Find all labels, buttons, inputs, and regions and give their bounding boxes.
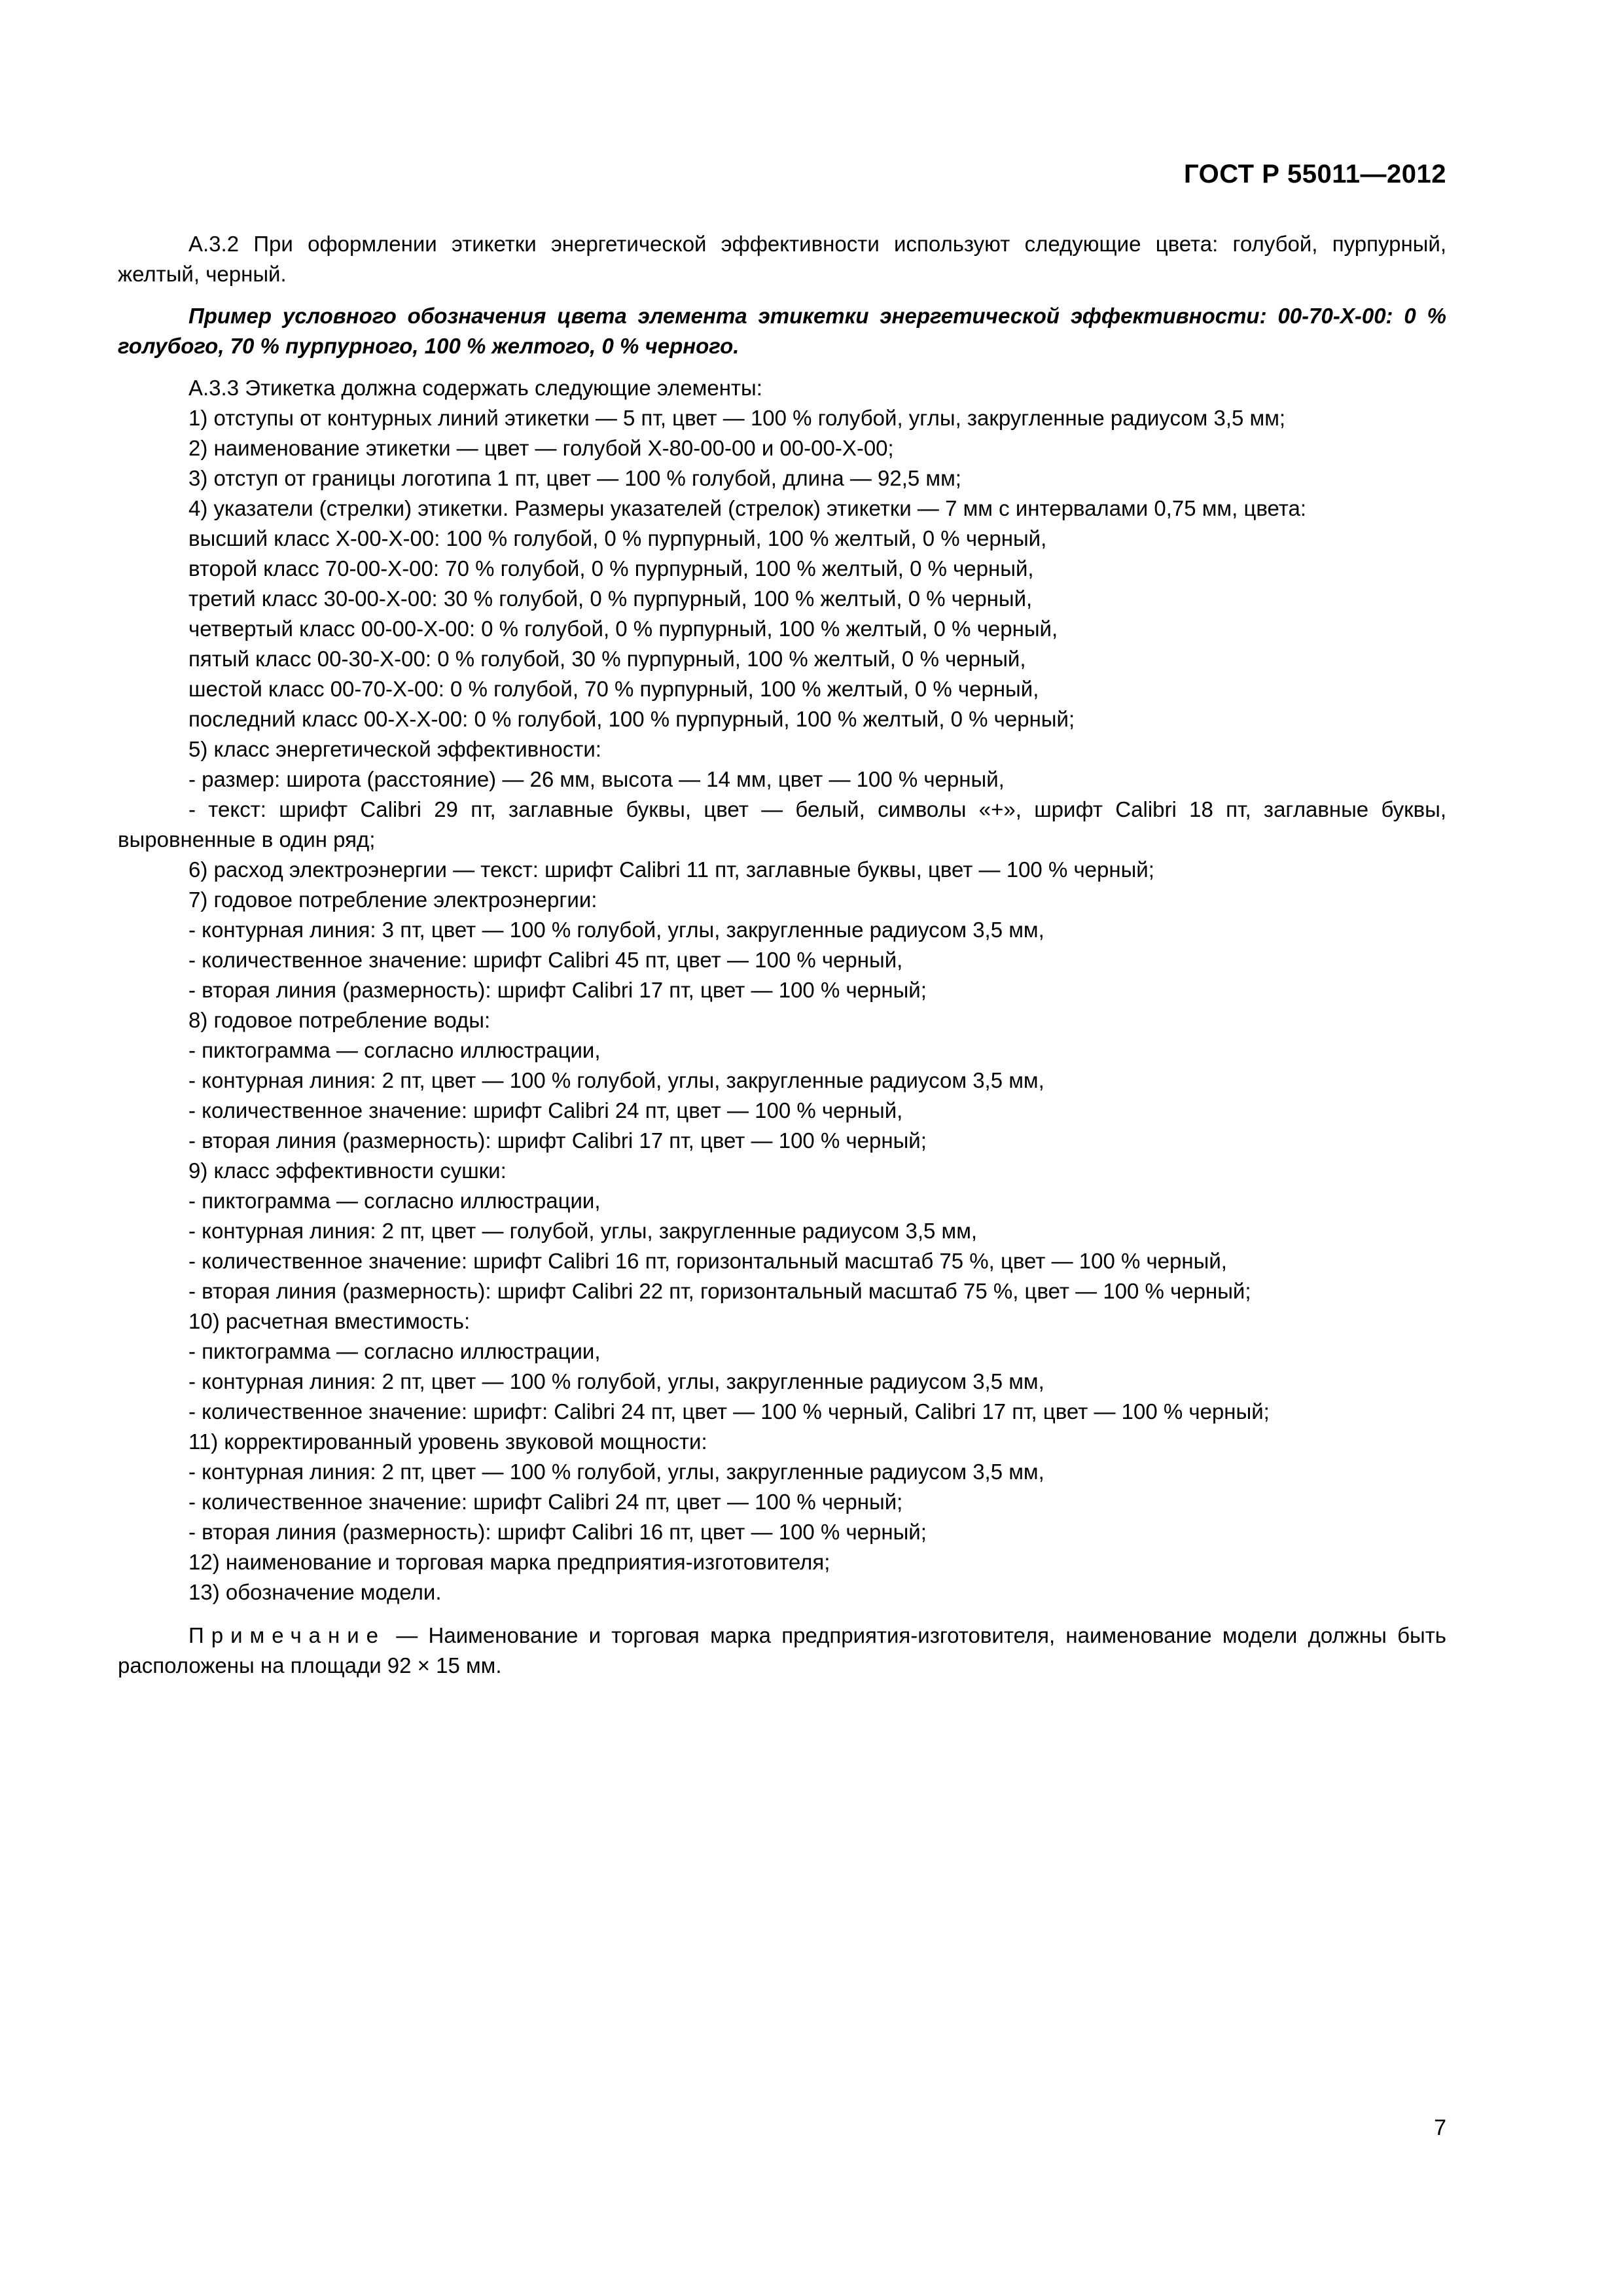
class-color-line: высший класс Х-00-Х-00: 100 % голубой, 0 % пурпурный, 100 % желтый, 0 % черный, bbox=[188, 526, 1047, 550]
list-item-1: 1) отступы от контурных линий этикетки — 5 пт, цвет — 100 % голубой, углы, закругленные радиусом 3,5 мм; bbox=[188, 406, 1286, 430]
list-item-8: 8) годовое потребление воды: bbox=[188, 1008, 491, 1032]
list-subitem: - пиктограмма — согласно иллюстрации, bbox=[188, 1339, 601, 1363]
list-subitem: - пиктограмма — согласно иллюстрации, bbox=[188, 1038, 601, 1062]
list-subitem: - контурная линия: 2 пт, цвет — голубой, углы, закругленные радиусом 3,5 мм, bbox=[188, 1219, 978, 1243]
list-item-2: 2) наименование этикетки — цвет — голубой Х-80-00-00 и 00-00-Х-00; bbox=[188, 436, 894, 460]
class-color-line: последний класс 00-Х-Х-00: 0 % голубой, 100 % пурпурный, 100 % желтый, 0 % черный; bbox=[188, 707, 1075, 731]
list-subitem: - контурная линия: 3 пт, цвет — 100 % голубой, углы, закругленные радиусом 3,5 мм, bbox=[188, 918, 1044, 942]
list-item-12: 12) наименование и торговая марка предприятия-изготовителя; bbox=[188, 1550, 830, 1574]
class-color-line: четвертый класс 00-00-Х-00: 0 % голубой, 0 % пурпурный, 100 % желтый, 0 % черный, bbox=[188, 617, 1058, 641]
list-subitem: - контурная линия: 2 пт, цвет — 100 % голубой, углы, закругленные радиусом 3,5 мм, bbox=[188, 1369, 1044, 1393]
list-item-13: 13) обозначение модели. bbox=[188, 1580, 442, 1604]
list-item-5: 5) класс энергетической эффективности: bbox=[188, 737, 601, 761]
section-a33-intro: А.3.3 Этикетка должна содержать следующие элементы: bbox=[188, 376, 762, 400]
list-subitem: - размер: широта (расстояние) — 26 мм, высота — 14 мм, цвет — 100 % черный, bbox=[188, 767, 1005, 791]
list-item-9: 9) класс эффективности сушки: bbox=[188, 1158, 507, 1183]
list-subitem: - вторая линия (размерность): шрифт Calibri 16 пт, цвет — 100 % черный; bbox=[188, 1520, 927, 1544]
list-subitem: - вторая линия (размерность): шрифт Calibri 17 пт, цвет — 100 % черный; bbox=[188, 978, 927, 1002]
document-header-id: ГОСТ Р 55011—2012 bbox=[1184, 160, 1446, 188]
list-subitem: - контурная линия: 2 пт, цвет — 100 % голубой, углы, закругленные радиусом 3,5 мм, bbox=[188, 1068, 1044, 1092]
list-subitem: - количественное значение: шрифт Calibri 24 пт, цвет — 100 % черный; bbox=[188, 1490, 903, 1514]
section-a32: А.3.2 При оформлении этикетки энергетической эффективности используют следующие цвета: голубой, пурпурный, желтый, черный. bbox=[118, 232, 1446, 286]
list-subitem: - количественное значение: шрифт Calibri 16 пт, горизонтальный масштаб 75 %, цвет — 100 % черный, bbox=[188, 1249, 1227, 1273]
class-color-line: пятый класс 00-30-Х-00: 0 % голубой, 30 % пурпурный, 100 % желтый, 0 % черный, bbox=[188, 647, 1026, 671]
list-subitem: - пиктограмма — согласно иллюстрации, bbox=[188, 1189, 601, 1213]
list-subitem: - количественное значение: шрифт: Calibri 24 пт, цвет — 100 % черный, Calibri 17 пт, цвет — 100 % черный; bbox=[188, 1399, 1270, 1424]
list-item-11: 11) корректированный уровень звуковой мощности: bbox=[188, 1429, 707, 1454]
class-color-line: второй класс 70-00-Х-00: 70 % голубой, 0 % пурпурный, 100 % желтый, 0 % черный, bbox=[188, 556, 1034, 581]
note-text: — Наименование и торговая марка предприятия-изготовителя, наименование модели должны быть расположены на площади 92 × 15 мм. bbox=[118, 1623, 1446, 1677]
list-subitem: - вторая линия (размерность): шрифт Calibri 17 пт, цвет — 100 % черный; bbox=[188, 1128, 927, 1153]
note-paragraph bbox=[118, 1621, 1446, 1681]
class-color-line: шестой класс 00-70-Х-00: 0 % голубой, 70 % пурпурный, 100 % желтый, 0 % черный, bbox=[188, 677, 1039, 701]
example-paragraph: Пример условного обозначения цвета элемента этикетки энергетической эффективности: 00-70-Х-00: 0 % голубого, 70 % пурпурного, 100 % желтого, 0 % черного. bbox=[118, 304, 1446, 358]
list-item-10: 10) расчетная вместимость: bbox=[188, 1309, 471, 1333]
list-item-4: 4) указатели (стрелки) этикетки. Размеры указателей (стрелок) этикетки — 7 мм с интервалами 0,75 мм, цвета: bbox=[188, 496, 1307, 520]
list-subitem: - количественное значение: шрифт Calibri 24 пт, цвет — 100 % черный, bbox=[188, 1098, 903, 1122]
list-subitem: - количественное значение: шрифт Calibri 45 пт, цвет — 100 % черный, bbox=[188, 948, 903, 972]
page-number: 7 bbox=[1434, 2115, 1446, 2140]
note-lead: Примечание bbox=[188, 1623, 386, 1647]
class-color-line: третий класс 30-00-Х-00: 30 % голубой, 0 % пурпурный, 100 % желтый, 0 % черный, bbox=[188, 586, 1033, 611]
list-subitem: - контурная линия: 2 пт, цвет — 100 % голубой, углы, закругленные радиусом 3,5 мм, bbox=[188, 1460, 1044, 1484]
list-subitem: - текст: шрифт Calibri 29 пт, заглавные буквы, цвет — белый, символы «+», шрифт Calibri 18 пт, заглавные буквы, выровненные в один ряд; bbox=[118, 797, 1446, 852]
list-item-6: 6) расход электроэнергии — текст: шрифт Calibri 11 пт, заглавные буквы, цвет — 100 % черный; bbox=[188, 857, 1154, 882]
list-item-3: 3) отступ от границы логотипа 1 пт, цвет — 100 % голубой, длина — 92,5 мм; bbox=[188, 466, 961, 490]
list-subitem: - вторая линия (размерность): шрифт Calibri 22 пт, горизонтальный масштаб 75 %, цвет — 100 % черный; bbox=[188, 1279, 1251, 1303]
document-body bbox=[118, 229, 1446, 1681]
list-item-7: 7) годовое потребление электроэнергии: bbox=[188, 888, 597, 912]
